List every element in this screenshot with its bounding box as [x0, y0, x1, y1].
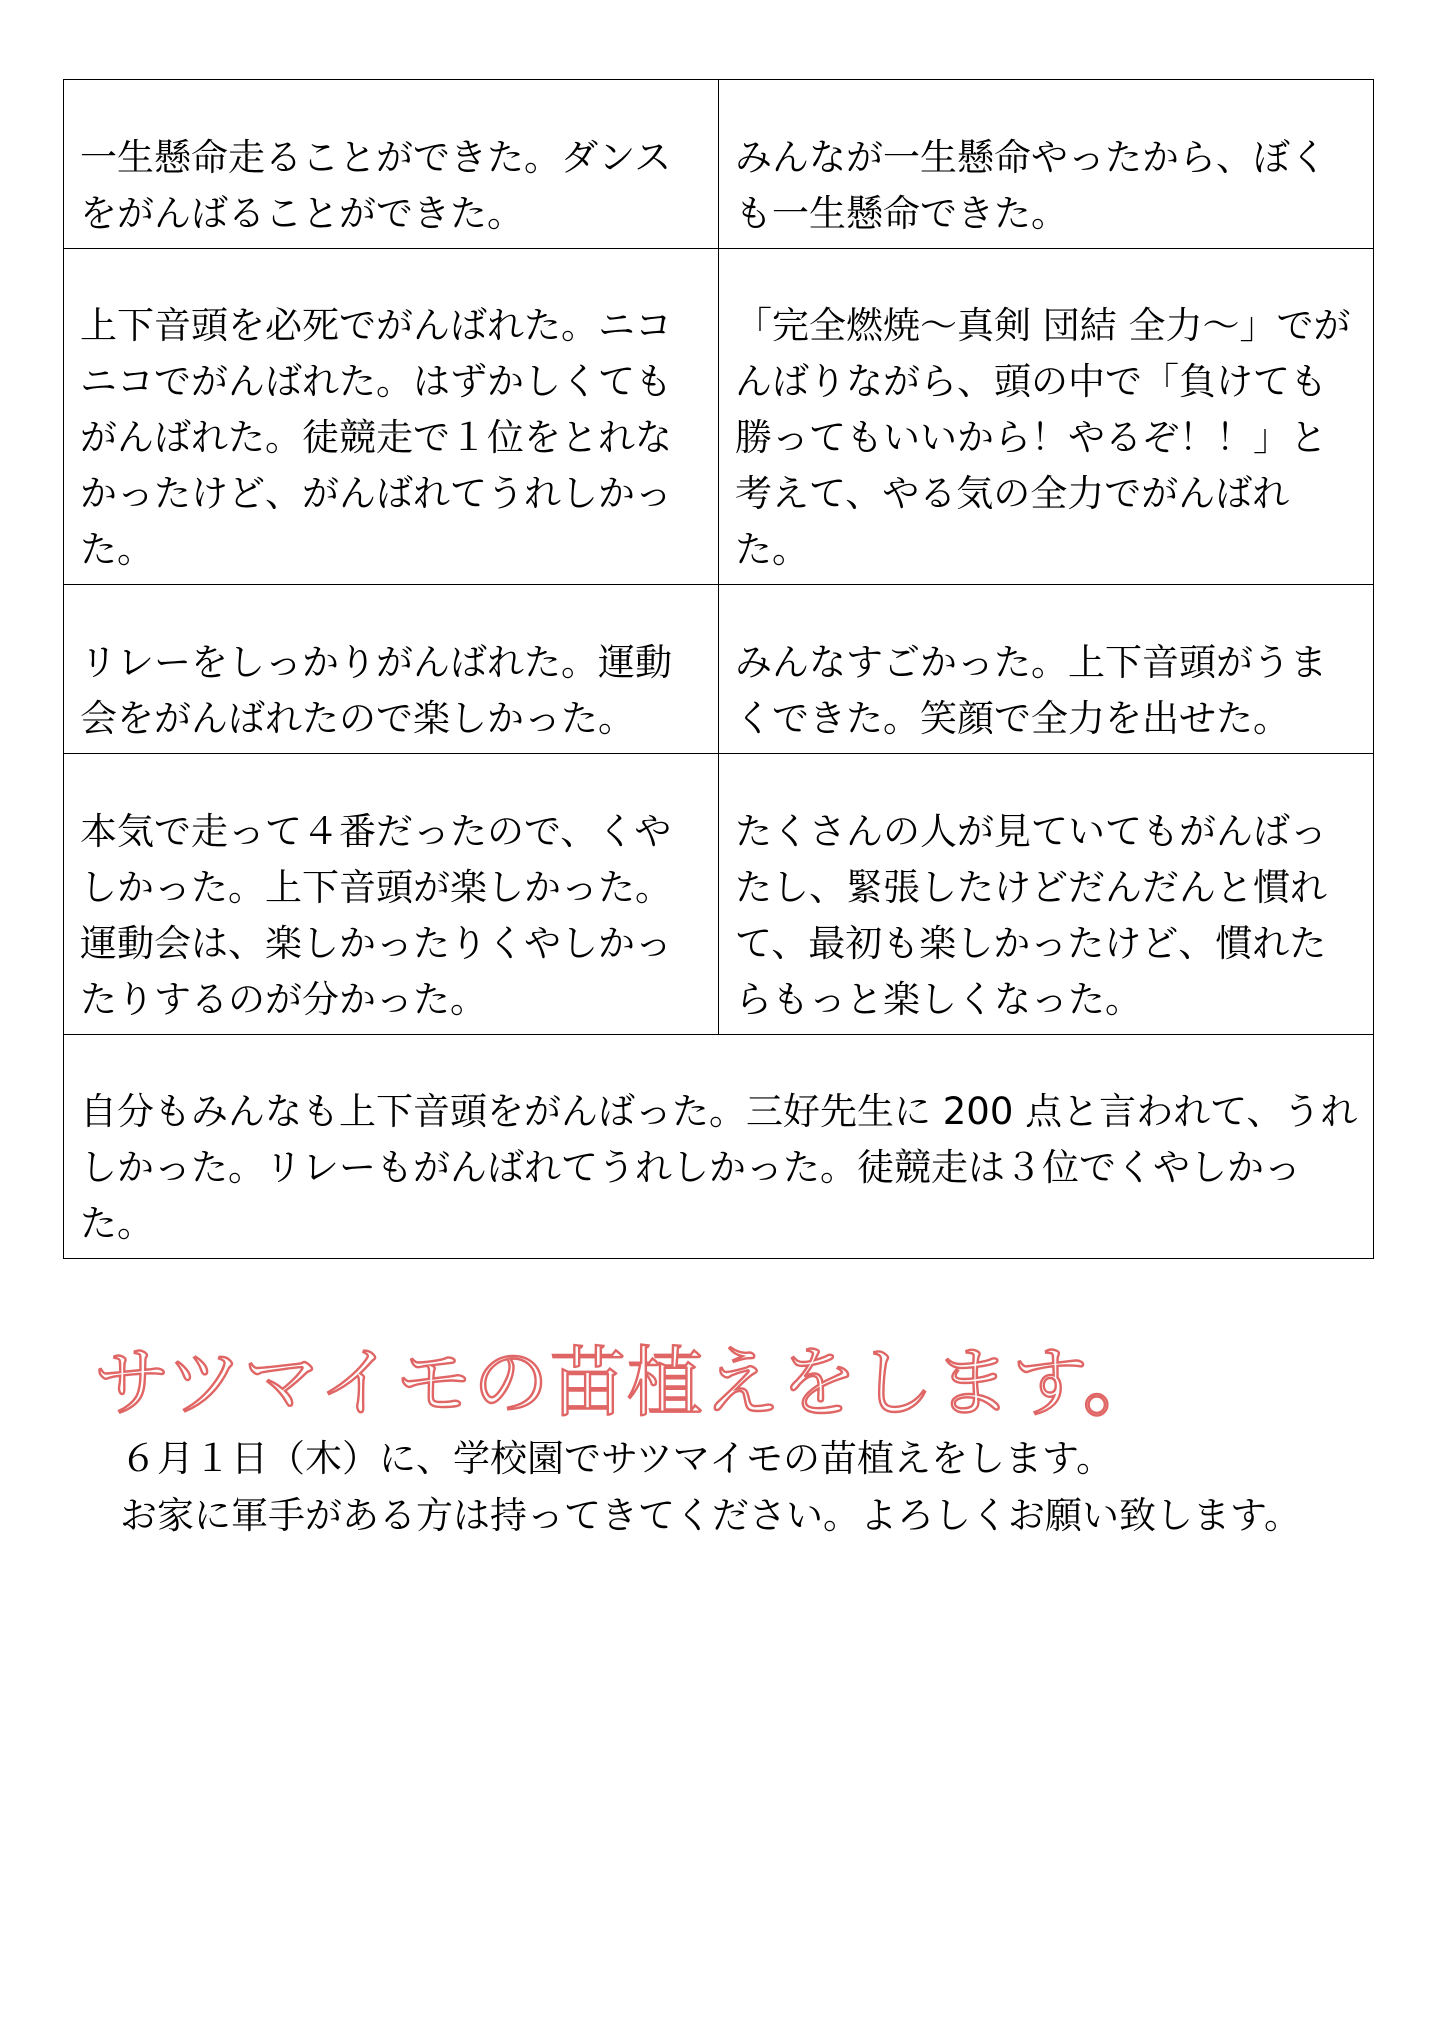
comment-text: 「完全燃焼～真剣 団結 全力～」でがんばりながら、頭の中で「負けても勝ってもいいから！やるぞ！！」と考えて、やる気の全力でがんばれた。 — [735, 304, 1351, 571]
notice-line: ６月１日（木）に、学校園でサツマイモの苗植えをします。 — [120, 1437, 1114, 1480]
comment-cell — [64, 80, 719, 249]
comment-text: リレーをしっかりがんばれた。運動会をがんばれたので楽しかった。 — [80, 641, 672, 740]
notice-heading: サツマイモの苗植えをします。 — [94, 1338, 1160, 1427]
comments-table — [63, 79, 1374, 1259]
comments-row — [64, 249, 1374, 585]
comment-cell-full — [64, 1035, 1374, 1259]
comments-row — [64, 1035, 1374, 1259]
comment-cell — [64, 754, 719, 1035]
comment-text: みんなすごかった。上下音頭がうまくできた。笑顔で全力を出せた。 — [735, 641, 1327, 740]
comment-text: みんなが一生懸命やったから、ぼくも一生懸命できた。 — [735, 136, 1327, 235]
comment-cell — [719, 80, 1374, 249]
comment-text: 一生懸命走ることができた。ダンスをがんばることができた。 — [80, 136, 672, 235]
comment-cell — [719, 754, 1374, 1035]
comments-row — [64, 80, 1374, 249]
comment-text: たくさんの人が見ていてもがんばったし、緊張したけどだんだんと慣れて、最初も楽しかったけど、慣れたらもっと楽しくなった。 — [735, 810, 1327, 1021]
comments-row — [64, 754, 1374, 1035]
comment-text: 上下音頭を必死でがんばれた。ニコニコでがんばれた。はずかしくてもがんばれた。徒競走で１位をとれなかったけど、がんばれてうれしかった。 — [80, 304, 672, 571]
comment-cell — [64, 249, 719, 585]
notice-line: お家に軍手がある方は持ってきてください。よろしくお願い致します。 — [120, 1494, 1302, 1537]
comment-cell — [64, 585, 719, 754]
comment-cell — [719, 249, 1374, 585]
comment-cell — [719, 585, 1374, 754]
notice-body — [120, 1430, 1400, 1544]
comments-row — [64, 585, 1374, 754]
comment-text: 自分もみんなも上下音頭をがんばった。三好先生に 200 点と言われて、うれしかった。リレーもがんばれてうれしかった。徒競走は３位でくやしかった。 — [80, 1090, 1358, 1245]
comment-text: 本気で走って４番だったので、くやしかった。上下音頭が楽しかった。運動会は、楽しかったりくやしかったりするのが分かった。 — [80, 810, 672, 1021]
